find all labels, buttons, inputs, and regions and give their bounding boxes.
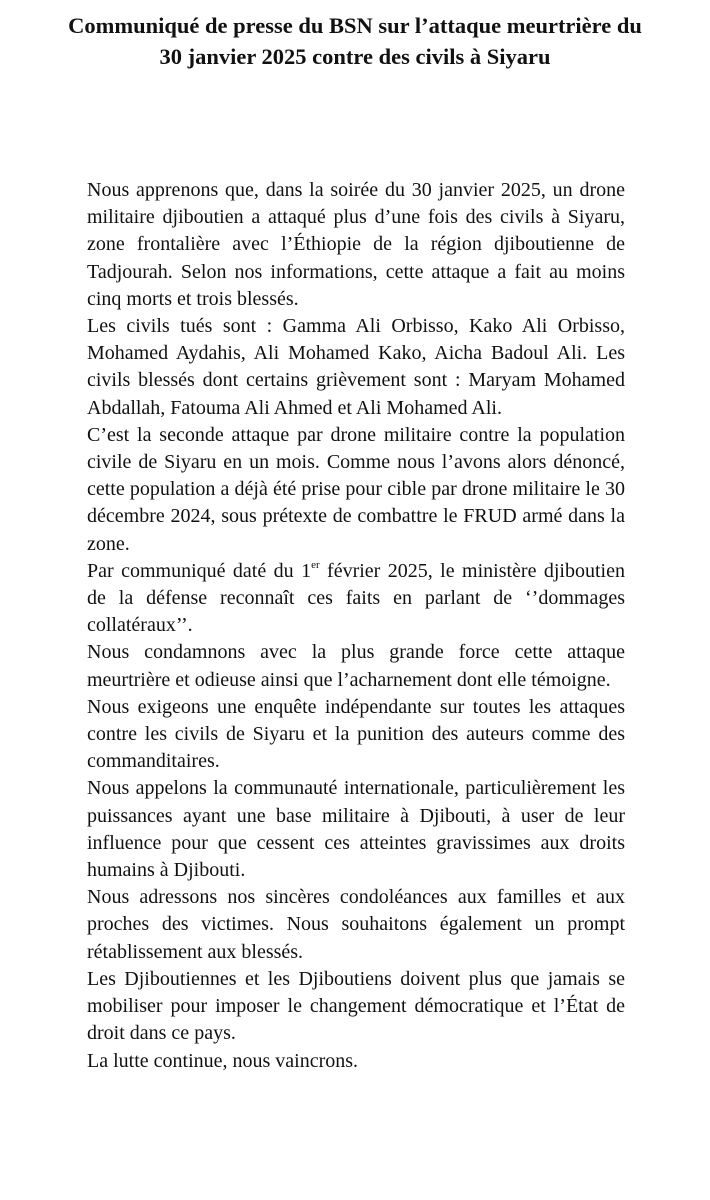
paragraph-second-attack: C’est la seconde attaque par drone militaire contre la population civile de Siyaru en un mois. Comme nous l’avons alors dénoncé, cette population a déjà été prise pour cible par drone militaire le 30 décembre 2024, sous prétexte de combattre le FRUD armé dans la zone. <box>87 423 625 555</box>
paragraph-victims-list: Les civils tués sont : Gamma Ali Orbisso, Kako Ali Orbisso, Mohamed Aydahis, Ali Mohamed Kako, Aicha Badoul Ali. Les civils blessés dont certains grièvement sont : Maryam Mohamed Abdallah, Fatouma Ali Ahmed et Ali Mohamed Ali. <box>87 315 625 419</box>
paragraph-inquiry-demand: Nous exigeons une enquête indépendante sur toutes les attaques contre les civils de Siyaru et la punition des auteurs comme des commanditaires. <box>87 695 625 773</box>
paragraph-ministry-statement <box>87 558 625 640</box>
ministry-text-after: février 2025, le ministère djiboutien de la défense reconnaît ces faits en parlant de ‘’dommages collatéraux’’. <box>87 559 625 637</box>
paragraph-closing: La lutte continue, nous vaincrons. <box>87 1049 359 1072</box>
document-body <box>87 177 625 1075</box>
document-title: Communiqué de presse du BSN sur l’attaque meurtrière du 30 janvier 2025 contre des civils à Siyaru <box>68 13 642 69</box>
paragraph-mobilisation: Les Djiboutiennes et les Djiboutiens doivent plus que jamais se mobiliser pour imposer le changement démocratique et l’État de droit dans ce pays. <box>87 967 625 1045</box>
paragraph-condolences: Nous adressons nos sincères condoléances aux familles et aux proches des victimes. Nous souhaitons également un prompt rétablissement aux blessés. <box>87 886 625 963</box>
ministry-text-before: Par communiqué daté du 1 <box>87 559 312 582</box>
ordinal-superscript: er <box>311 559 320 572</box>
paragraph-condemnation: Nous condamnons avec la plus grande force cette attaque meurtrière et odieuse ainsi que l’acharnement dont elle témoigne. <box>87 641 625 691</box>
paragraph-international-appeal: Nous appelons la communauté internationale, particulièrement les puissances ayant une base militaire à Djibouti, à user de leur influence pour que cessent ces atteintes gravissimes aux droits humains à Djibouti. <box>87 777 625 882</box>
paragraph-attack-report: Nous apprenons que, dans la soirée du 30 janvier 2025, un drone militaire djiboutien a attaqué plus d’une fois des civils à Siyaru, zone frontalière avec l’Éthiopie de la région djiboutienne de Tadjourah. Selon nos informations, cette attaque a fait au moins cinq morts et trois blessés. <box>87 179 625 310</box>
